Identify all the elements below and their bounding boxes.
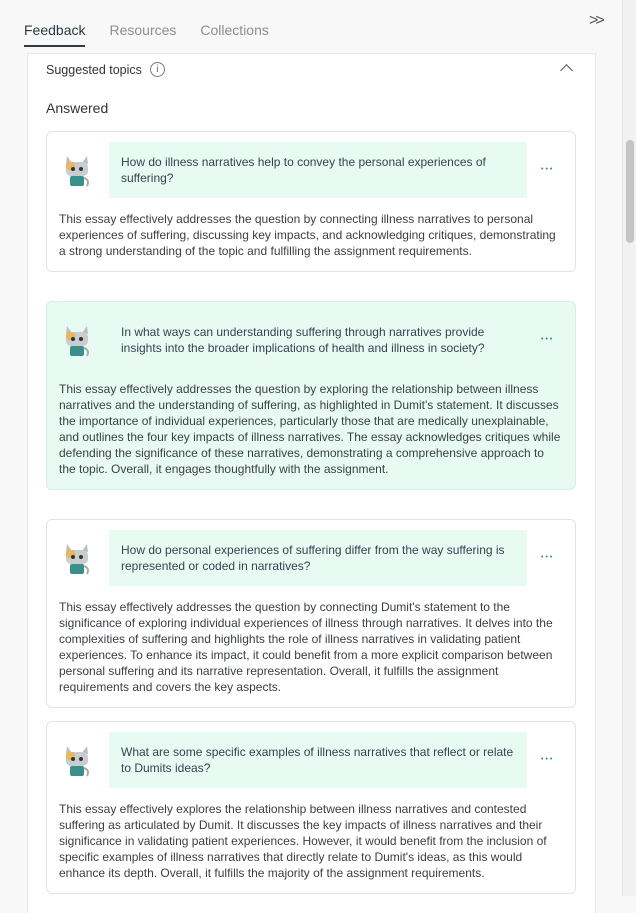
more-options-icon[interactable]: ••• xyxy=(541,756,555,763)
topic-question: In what ways can understanding suffering through narratives provide insights into the broader implications of health and illness in society? xyxy=(109,312,527,368)
tab-resources[interactable]: Resources xyxy=(109,22,177,38)
topic-card[interactable] xyxy=(46,721,576,894)
more-options-icon[interactable]: ••• xyxy=(541,336,555,343)
tab-bar xyxy=(24,22,269,47)
cat-avatar-icon xyxy=(63,542,91,576)
topic-question: What are some specific examples of illness narratives that reflect or relate to Dumits ideas? xyxy=(109,732,527,788)
more-options-icon[interactable]: ••• xyxy=(541,166,555,173)
tab-feedback[interactable]: Feedback xyxy=(24,22,85,47)
tab-collections[interactable]: Collections xyxy=(200,22,269,38)
topic-answer: This essay effectively addresses the question by connecting Dumit's statement to the significance of exploring individual experiences of illness through narratives. It delves into the complexities of suffering and highlights the role of illness narratives in validating patient experiences. To enhance its impact, it could benefit from a more explicit comparison between personal suffering and its narrative representation. Overall, it fulfills the assignment requirements and covers the key aspects. xyxy=(59,600,553,694)
topic-question: How do personal experiences of suffering differ from the way suffering is represented or coded in narratives? xyxy=(109,530,527,586)
cat-avatar-icon xyxy=(63,324,91,358)
cat-avatar-icon xyxy=(63,744,91,778)
scrollbar-thumb[interactable] xyxy=(626,140,634,243)
topic-card[interactable] xyxy=(46,131,576,272)
topic-answer: This essay effectively addresses the question by exploring the relationship between illness narratives and the understanding of suffering, as highlighted in Dumit's statement. It discusses the importance of individual experiences, particularly those that are medically unexplainable, and outlines the four key impacts of illness narratives. The essay acknowledges critiques while defending the significance of these narratives, demonstrating a comprehensive approach to the topic. Overall, it engages thoughtfully with the assignment. xyxy=(59,382,561,476)
more-options-icon[interactable]: ••• xyxy=(541,554,555,561)
topic-card[interactable] xyxy=(46,301,576,490)
topic-answer: This essay effectively addresses the question by connecting illness narratives to personal experiences of suffering, discussing key impacts, and acknowledging critiques, demonstrating a strong understanding of the topic and fulfilling the assignment requirements. xyxy=(59,212,556,258)
topic-card[interactable] xyxy=(46,519,576,708)
feedback-panel xyxy=(27,53,596,913)
suggested-topics-header xyxy=(46,62,165,77)
suggested-topics-title: Suggested topics xyxy=(46,62,142,77)
topic-question: How do illness narratives help to convey the personal experiences of suffering? xyxy=(109,142,527,198)
answered-heading: Answered xyxy=(46,100,109,116)
collapse-panel-icon[interactable]: >> xyxy=(589,12,602,29)
chevron-up-icon[interactable] xyxy=(560,64,573,77)
topic-answer: This essay effectively explores the relationship between illness narratives and contested suffering as articulated by Dumit. It discusses the key impacts of illness narratives and their significance in validating patient experiences. However, it would benefit from the inclusion of specific examples of illness narratives that directly relate to Dumit's ideas, as this would enhance its depth. Overall, it fulfills the majority of the assignment requirements. xyxy=(59,802,547,880)
scrollbar[interactable] xyxy=(622,0,636,896)
cat-avatar-icon xyxy=(63,154,91,188)
info-icon[interactable]: i xyxy=(150,62,165,77)
